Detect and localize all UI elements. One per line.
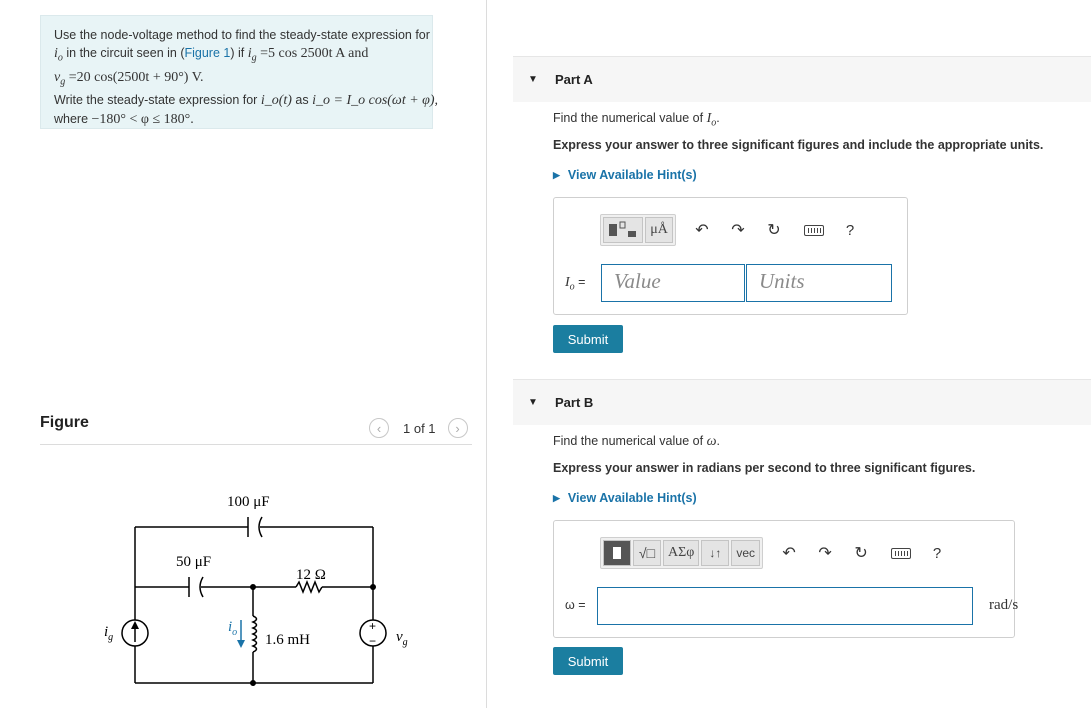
c2-label: 50 μF bbox=[176, 554, 212, 570]
part-a-hint-link[interactable]: ▶ View Available Hint(s) bbox=[553, 168, 697, 182]
r-label: 12 Ω bbox=[296, 567, 326, 583]
greek-button[interactable]: ΑΣφ bbox=[663, 540, 699, 566]
figure-link[interactable]: Figure 1 bbox=[184, 46, 231, 60]
problem-line-2: $i_o$ in the circuit seen in (Figure 1) if $i_g =5$ cos 2500t A and bbox=[54, 46, 369, 64]
reset-icon[interactable]: ↻ bbox=[767, 222, 781, 239]
l-label: 1.6 mH bbox=[265, 632, 310, 648]
caret-down-icon: ▼ bbox=[528, 74, 538, 85]
keyboard-icon[interactable] bbox=[889, 541, 913, 565]
figure-counter: 1 of 1 bbox=[403, 420, 436, 436]
sqrt-button[interactable]: √□ bbox=[633, 540, 661, 566]
caret-down-icon: ▼ bbox=[528, 397, 538, 408]
undo-icon[interactable]: ↶ bbox=[782, 545, 796, 562]
ig-label: $i_g$ bbox=[104, 624, 114, 643]
column-divider bbox=[486, 0, 487, 708]
keyboard-icon[interactable] bbox=[802, 218, 826, 242]
problem-line-4: Write the steady-state expression for i_o(t) as i_o = I_o cos(ωt + φ), bbox=[54, 93, 439, 108]
part-b-header[interactable] bbox=[513, 379, 1091, 425]
units-input[interactable]: Units bbox=[746, 264, 892, 302]
template-icon[interactable] bbox=[603, 540, 631, 566]
figure-divider bbox=[40, 444, 472, 445]
io-label: $i_o$ bbox=[228, 619, 238, 638]
chevron-right-icon[interactable]: › bbox=[448, 418, 468, 438]
part-b-hint-link[interactable]: ▶ View Available Hint(s) bbox=[553, 491, 697, 505]
problem-statement bbox=[40, 15, 439, 129]
undo-icon[interactable]: ↶ bbox=[695, 222, 709, 239]
vec-button[interactable]: vec bbox=[731, 540, 760, 566]
part-a-answer-box bbox=[553, 197, 908, 315]
caret-right-icon: ▶ bbox=[553, 493, 560, 503]
redo-icon[interactable]: ↷ bbox=[818, 545, 832, 562]
c1-label: 100 μF bbox=[227, 494, 270, 510]
vg-minus: − bbox=[369, 634, 377, 648]
reset-icon[interactable]: ↻ bbox=[854, 545, 868, 562]
part-b-template-group bbox=[600, 537, 763, 569]
omega-input[interactable] bbox=[597, 587, 973, 625]
part-a-prompt: Find the numerical value of $I_o$. bbox=[553, 111, 720, 129]
circuit-diagram bbox=[90, 480, 450, 695]
part-a-header[interactable] bbox=[513, 56, 1091, 102]
units-button[interactable]: μÅ bbox=[645, 217, 673, 243]
figure-pager bbox=[369, 416, 468, 440]
caret-right-icon: ▶ bbox=[553, 170, 560, 180]
help-icon[interactable]: ? bbox=[932, 544, 942, 562]
part-a-submit-button[interactable]: Submit bbox=[553, 325, 623, 353]
part-b-toolbar bbox=[600, 537, 949, 569]
part-b-field-label: ω = bbox=[565, 598, 586, 612]
part-a-title: Part A bbox=[555, 72, 593, 87]
part-b-submit-button[interactable]: Submit bbox=[553, 647, 623, 675]
part-b-title: Part B bbox=[555, 395, 594, 410]
part-b-answer-box bbox=[553, 520, 1019, 638]
help-icon[interactable]: ? bbox=[845, 221, 855, 239]
problem-line-3: $v_g =20$ cos(2500t + 90°) V. bbox=[54, 69, 204, 87]
value-input[interactable]: Value bbox=[601, 264, 745, 302]
part-b-prompt: Find the numerical value of ω. bbox=[553, 434, 720, 449]
sort-button[interactable]: ↓↑ bbox=[701, 540, 729, 566]
part-a-toolbar bbox=[600, 214, 862, 246]
part-a-field-label: $I_o$ = bbox=[565, 275, 586, 293]
vg-plus: + bbox=[369, 619, 377, 633]
part-b-instructions: Express your answer in radians per second to three significant figures. bbox=[553, 461, 976, 475]
part-b-unit: rad/s bbox=[989, 597, 1019, 613]
figure-title: Figure bbox=[40, 414, 89, 431]
redo-icon[interactable]: ↷ bbox=[731, 222, 745, 239]
chevron-left-icon[interactable]: ‹ bbox=[369, 418, 389, 438]
problem-line-5: where −180° < φ ≤ 180°. bbox=[54, 112, 194, 127]
part-a-instructions: Express your answer to three significant figures and include the appropriate units. bbox=[553, 138, 1044, 152]
problem-line-1: Use the node-voltage method to find the steady-state expression for bbox=[54, 28, 430, 42]
vg-label: $v_g$ bbox=[396, 629, 408, 648]
part-a-template-group bbox=[600, 214, 676, 246]
template-icon[interactable] bbox=[603, 217, 643, 243]
